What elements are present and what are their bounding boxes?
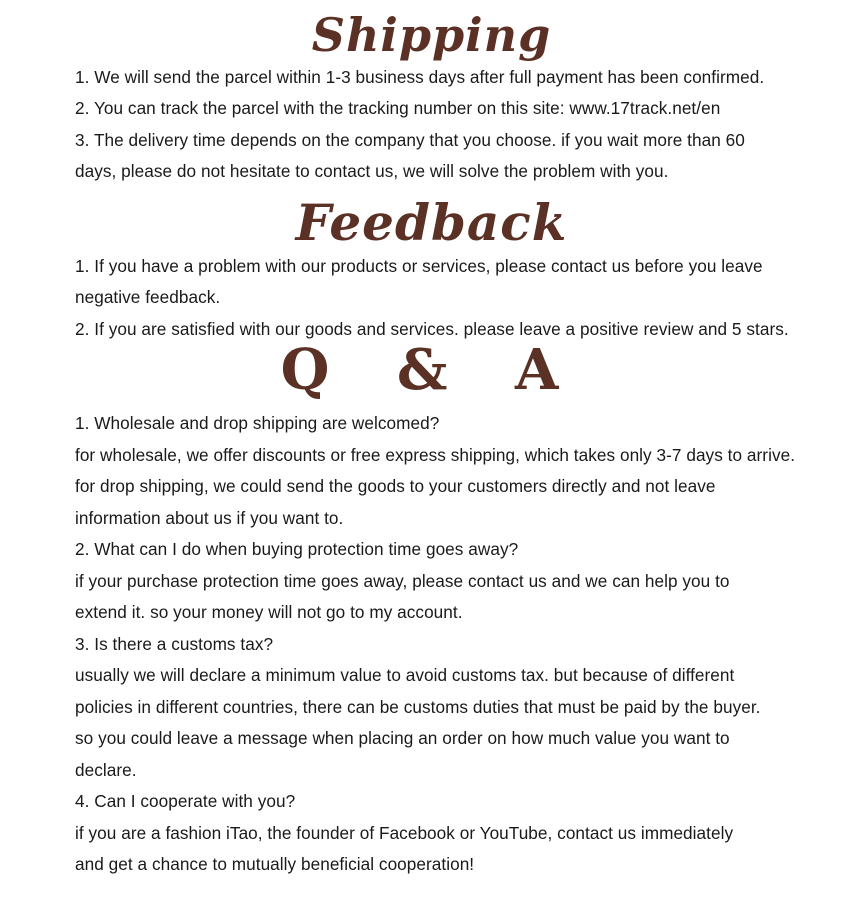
qa-question: 2. What can I do when buying protection time goes away?	[75, 539, 519, 559]
shipping-line: 1. We will send the parcel within 1-3 business days after full payment has been confirmed.	[75, 67, 765, 87]
feedback-heading: Feedback	[295, 193, 568, 252]
qa-answer-line: if your purchase protection time goes away, please contact us and we can help you to	[75, 571, 730, 591]
qa-answer-line: extend it. so your money will not go to my account.	[75, 602, 463, 622]
qa-question: 4. Can I cooperate with you?	[75, 791, 296, 811]
qa-answer-line: declare.	[75, 760, 137, 780]
feedback-line: negative feedback.	[75, 287, 221, 307]
qa-question: 1. Wholesale and drop shipping are welcomed?	[75, 413, 440, 433]
feedback-line: 1. If you have a problem with our products or services, please contact us before you leave	[75, 256, 763, 276]
feedback-line: 2. If you are satisfied with our goods and services. please leave a positive review and 5 stars.	[75, 319, 789, 339]
qa-question: 3. Is there a customs tax?	[75, 634, 274, 654]
qa-heading: Q & A	[280, 337, 583, 403]
qa-answer-line: for wholesale, we offer discounts or free express shipping, which takes only 3-7 days to arrive.	[75, 445, 796, 465]
qa-answer-line: policies in different countries, there can be customs duties that must be paid by the buyer.	[75, 697, 761, 717]
shipping-line: 3. The delivery time depends on the company that you choose. if you wait more than 60	[75, 130, 745, 150]
qa-answer-line: usually we will declare a minimum value to avoid customs tax. but because of different	[75, 665, 735, 685]
shipping-line: days, please do not hesitate to contact us, we will solve the problem with you.	[75, 161, 669, 181]
qa-answer-line: if you are a fashion iTao, the founder of Facebook or YouTube, contact us immediately	[75, 823, 734, 843]
qa-answer-line: and get a chance to mutually beneficial cooperation!	[75, 854, 475, 874]
shipping-line: 2. You can track the parcel with the tracking number on this site: www.17track.net/en	[75, 98, 721, 118]
shipping-heading: Shipping	[311, 8, 552, 62]
qa-answer-line: so you could leave a message when placing an order on how much value you want to	[75, 728, 730, 748]
qa-answer-line: for drop shipping, we could send the goods to your customers directly and not leave	[75, 476, 716, 496]
qa-answer-line: information about us if you want to.	[75, 508, 344, 528]
